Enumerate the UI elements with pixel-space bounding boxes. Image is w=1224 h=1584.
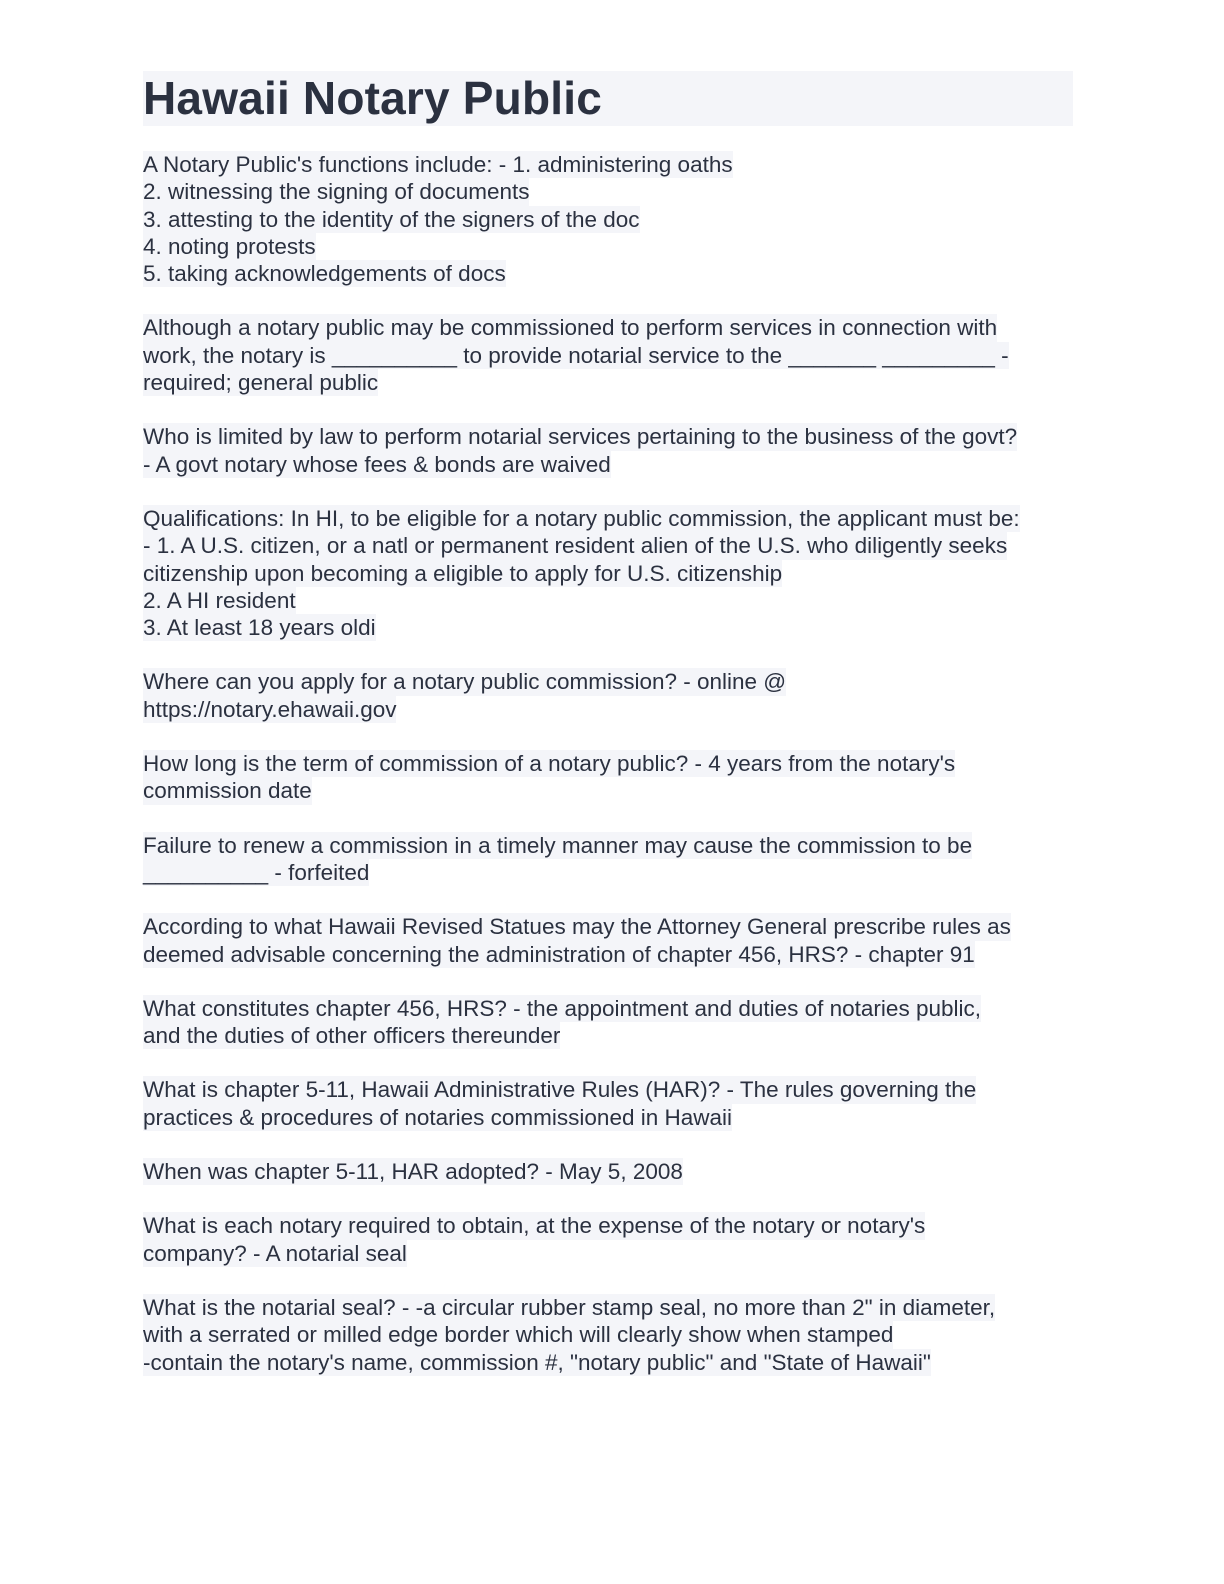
qa-item (143, 832, 1073, 887)
qa-line: practices & procedures of notaries commissioned in Hawaii (143, 1104, 733, 1130)
qa-line: 4. noting protests (143, 233, 316, 259)
qa-item (143, 505, 1073, 641)
qa-line: commission date (143, 778, 312, 804)
qa-line: What is the notarial seal? - -a circular rubber stamp seal, no more than 2" in diameter, (143, 1294, 996, 1320)
qa-item (143, 668, 1073, 723)
qa-line: 2. A HI resident (143, 587, 296, 613)
qa-item (143, 995, 1073, 1050)
qa-line: - A govt notary whose fees & bonds are waived (143, 451, 611, 477)
qa-line: 3. attesting to the identity of the signers of the doc (143, 206, 640, 232)
qa-item (143, 913, 1073, 968)
qa-line: and the duties of other officers thereunder (143, 1023, 561, 1049)
qa-line: - 1. A U.S. citizen, or a natl or permanent resident alien of the U.S. who diligently seeks (143, 533, 1008, 559)
qa-line: deemed advisable concerning the administration of chapter 456, HRS? - chapter 91 (143, 941, 975, 967)
qa-line: https://notary.ehawaii.gov (143, 696, 397, 722)
qa-item (143, 423, 1073, 478)
qa-line: Qualifications: In HI, to be eligible for a notary public commission, the applicant must be: (143, 505, 1020, 531)
qa-item (143, 1212, 1073, 1267)
qa-line: Failure to renew a commission in a timely manner may cause the commission to be (143, 832, 973, 858)
qa-line: 2. witnessing the signing of documents (143, 179, 530, 205)
qa-line: 3. At least 18 years oldi (143, 615, 376, 641)
qa-item (143, 314, 1073, 396)
qa-line: company? - A notarial seal (143, 1240, 407, 1266)
qa-line: citizenship upon becoming a eligible to apply for U.S. citizenship (143, 560, 783, 586)
qa-line: A Notary Public's functions include: - 1. administering oaths (143, 152, 733, 177)
qa-line: Who is limited by law to perform notarial services pertaining to the business of the govt? (143, 424, 1018, 450)
qa-line: __________ - forfeited (143, 859, 370, 885)
qa-line: What is each notary required to obtain, at the expense of the notary or notary's (143, 1213, 926, 1239)
qa-line: -contain the notary's name, commission #, "notary public" and "State of Hawaii" (143, 1349, 931, 1375)
qa-line: with a serrated or milled edge border which will clearly show when stamped (143, 1322, 894, 1348)
qa-line: According to what Hawaii Revised Statues may the Attorney General prescribe rules as (143, 914, 1011, 940)
qa-line: required; general public (143, 370, 379, 396)
qa-line: What constitutes chapter 456, HRS? - the appointment and duties of notaries public, (143, 995, 981, 1021)
page-title: Hawaii Notary Public (143, 72, 603, 124)
title-bar (143, 71, 1073, 126)
qa-line: 5. taking acknowledgements of docs (143, 261, 506, 287)
qa-line: Where can you apply for a notary public commission? - online @ (143, 669, 787, 695)
qa-item (143, 1158, 1073, 1185)
qa-list (143, 151, 1073, 1376)
qa-item (143, 1076, 1073, 1131)
qa-line: How long is the term of commission of a notary public? - 4 years from the notary's (143, 751, 956, 777)
qa-item (143, 1294, 1073, 1376)
qa-line: work, the notary is __________ to provide notarial service to the _______ _________ - (143, 342, 1009, 368)
qa-line: When was chapter 5-11, HAR adopted? - May 5, 2008 (143, 1159, 683, 1185)
qa-item (143, 750, 1073, 805)
qa-line: Although a notary public may be commissioned to perform services in connection with (143, 315, 998, 341)
qa-item (143, 151, 1073, 287)
qa-line: What is chapter 5-11, Hawaii Administrative Rules (HAR)? - The rules governing the (143, 1077, 977, 1103)
document-page (143, 71, 1073, 1403)
